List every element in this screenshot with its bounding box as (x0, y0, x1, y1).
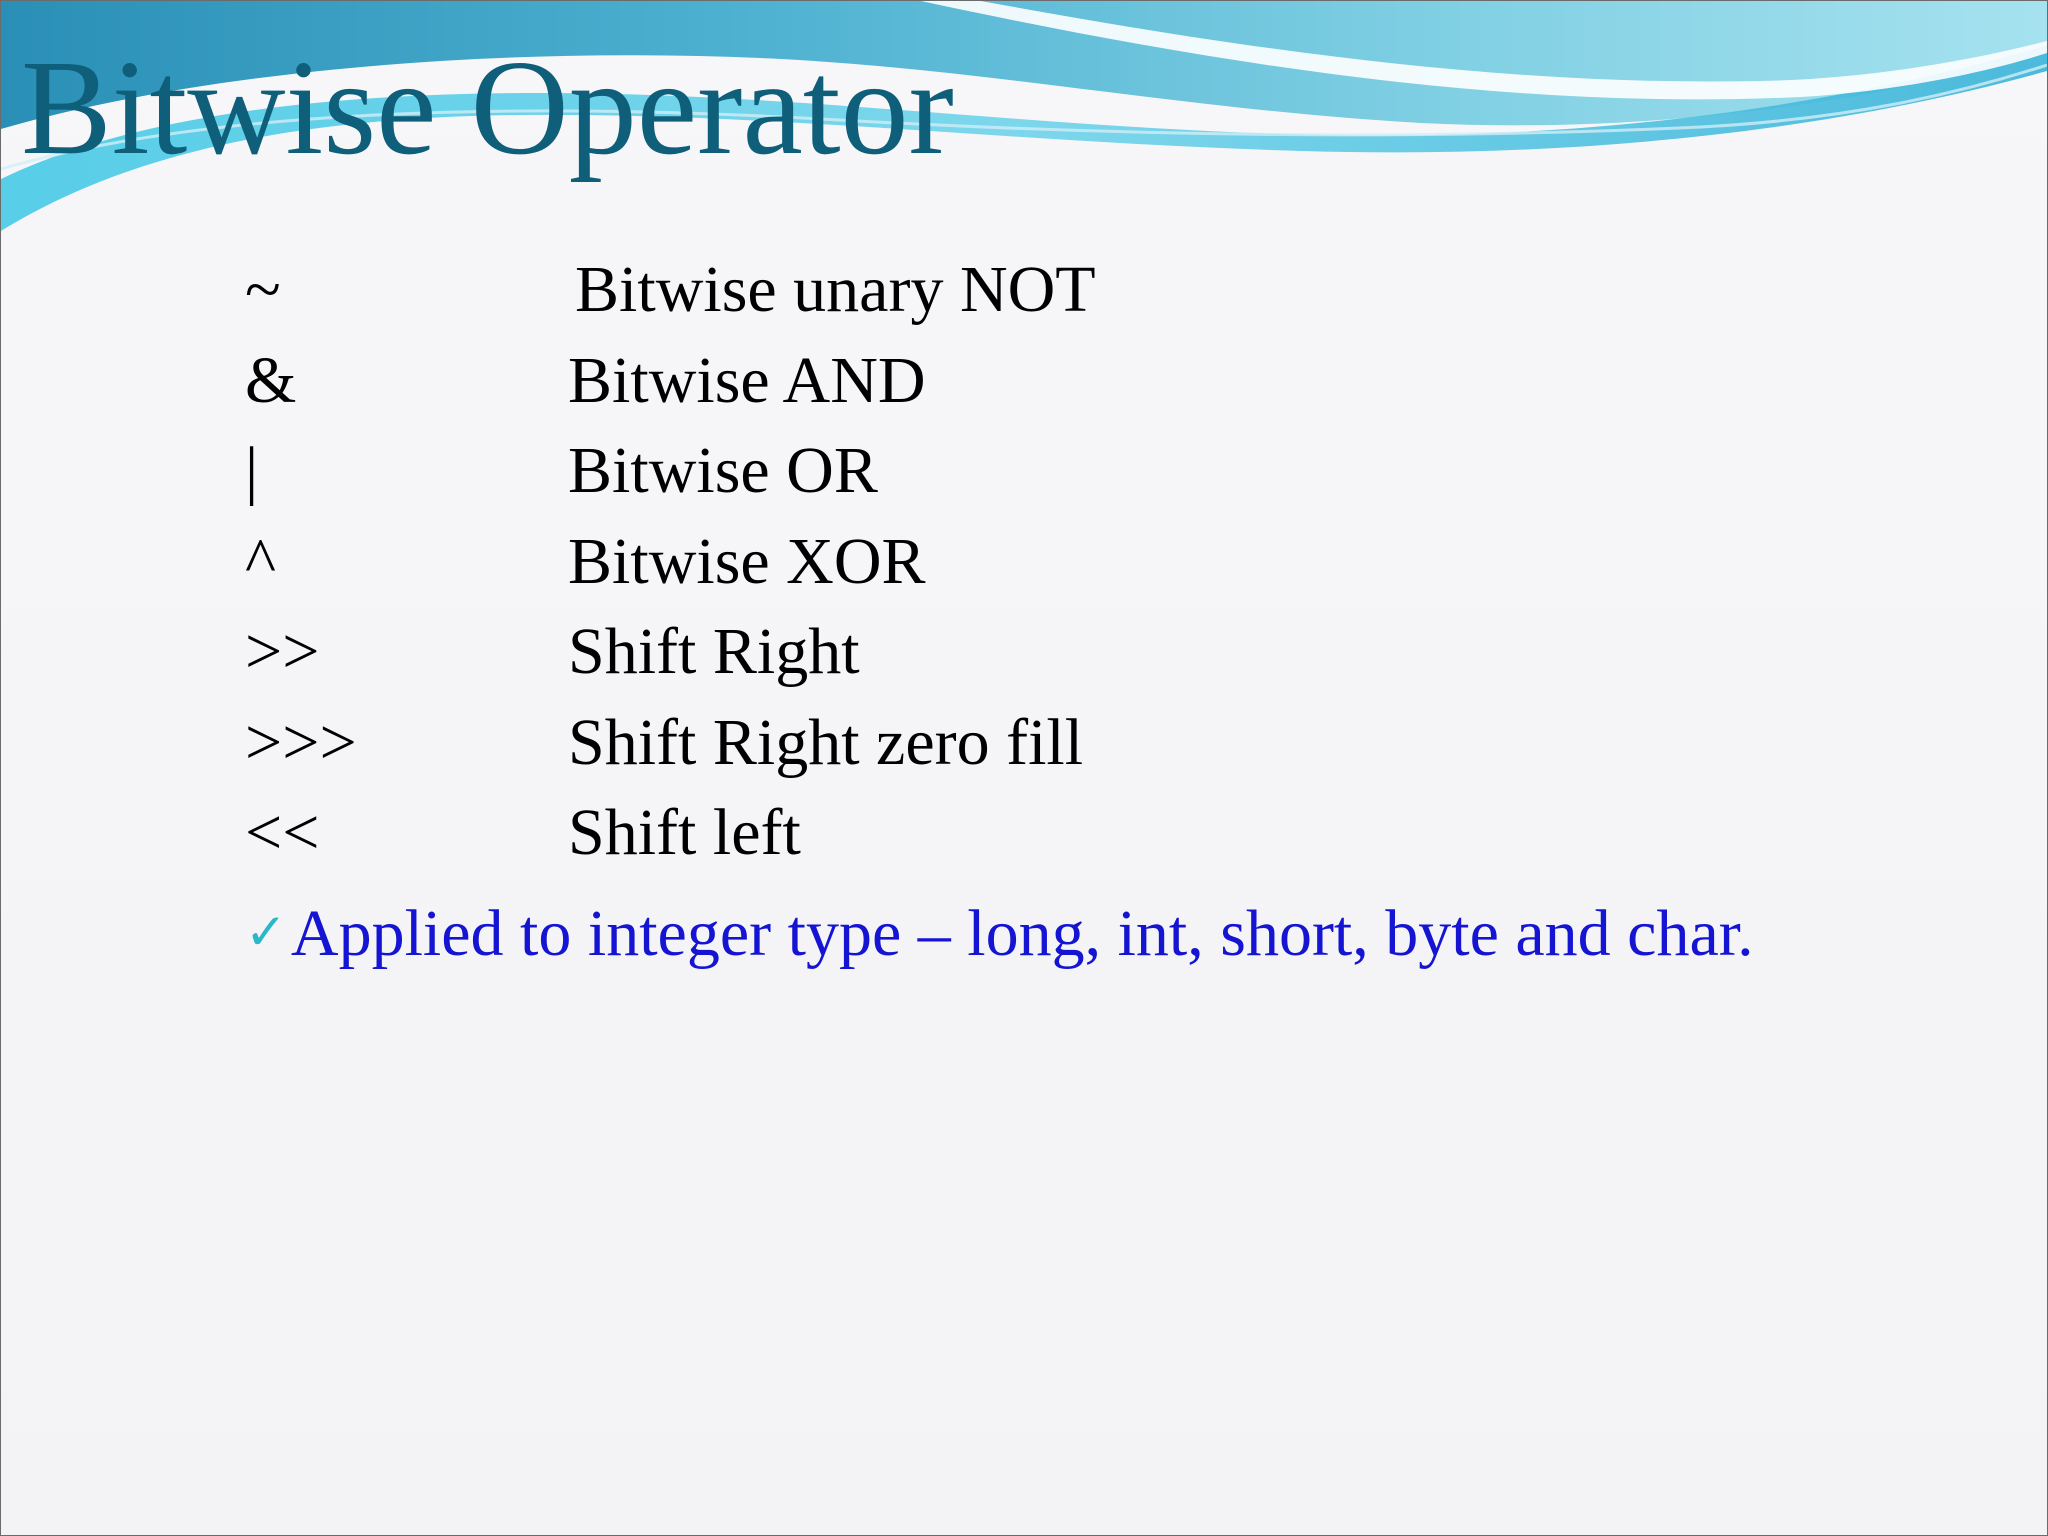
operator-description: Shift Right (568, 615, 860, 688)
slide-title: Bitwise Operator (21, 33, 954, 183)
operator-description: Shift left (568, 796, 801, 869)
operator-symbol: ^ (245, 524, 276, 598)
operator-symbol: << (245, 796, 320, 869)
operator-row (245, 336, 1645, 427)
operator-list (245, 245, 1645, 879)
operator-row (245, 607, 1645, 698)
operator-description: Bitwise XOR (568, 524, 926, 598)
operator-row (245, 788, 1645, 879)
operator-row (245, 245, 1645, 336)
operator-row (245, 698, 1645, 789)
operator-symbol: >> (245, 615, 320, 688)
operator-description: Bitwise unary NOT (575, 253, 1096, 326)
operator-description: Shift Right zero fill (568, 705, 1084, 779)
note-bullet (245, 887, 1754, 979)
operator-description: Bitwise OR (568, 434, 878, 507)
operator-description: Bitwise AND (568, 343, 926, 417)
checkmark-icon: ✓ (245, 903, 287, 961)
operator-symbol: >>> (245, 705, 357, 779)
operator-symbol: & (245, 343, 297, 417)
operator-symbol: ~ (245, 253, 281, 326)
operator-row (245, 426, 1645, 517)
operator-row (245, 517, 1645, 608)
note-text: Applied to integer type – long, int, short, byte and char. (290, 897, 1754, 970)
operator-symbol: | (245, 434, 259, 507)
